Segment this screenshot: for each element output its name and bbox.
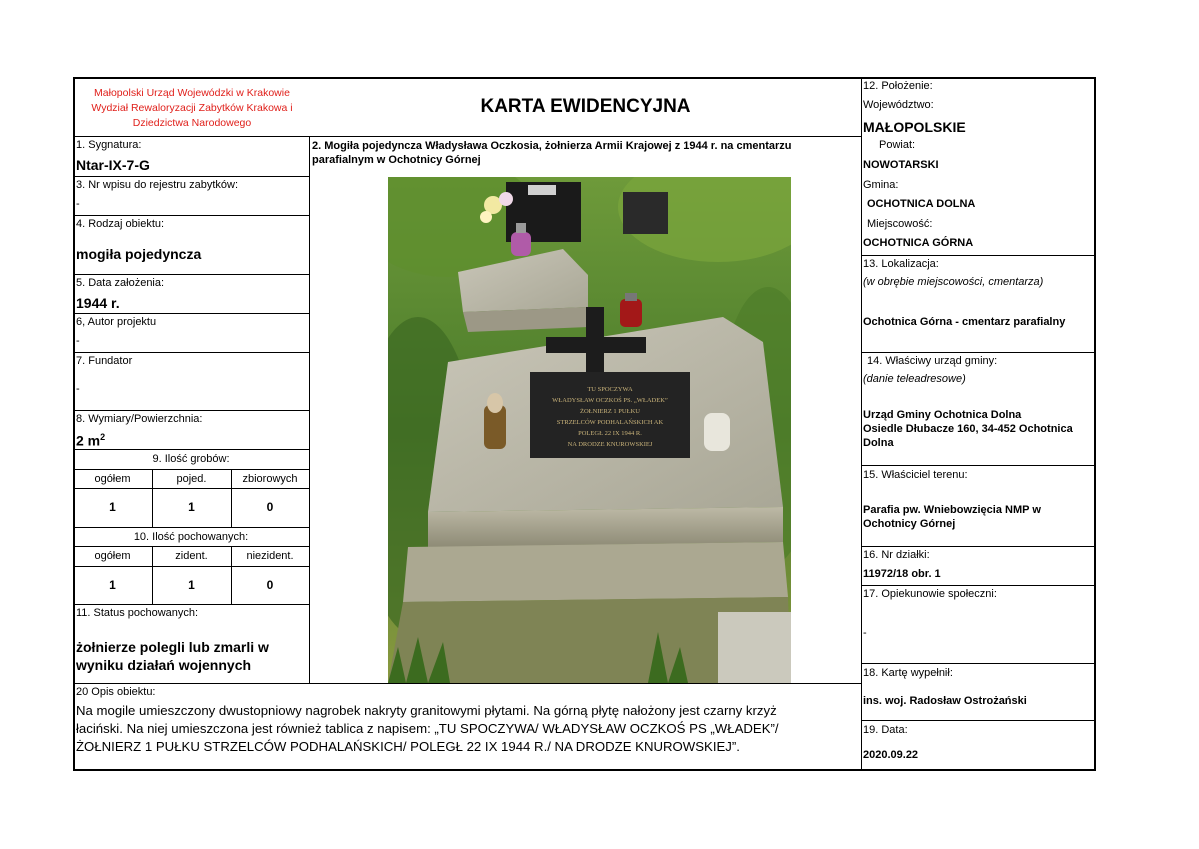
buried-header-total: ogółem xyxy=(94,550,131,562)
rule xyxy=(73,604,309,605)
author-value: - xyxy=(76,335,80,347)
buried-header-unidentified: niezident. xyxy=(246,550,294,562)
plot-label: 16. Nr działki: xyxy=(863,549,930,561)
description-line: łaciński. Na niej umieszczona jest również tablica z napisem: „TU SPOCZYWA/ WŁADYSŁAW OCZKOŚ PS „WŁADEK”/ xyxy=(76,721,779,736)
description-line: Na mogile umieszczony dwustopniowy nagrobek nakryty granitowymi płytami. Na górną płytę nałożony jest czarny krzyż xyxy=(76,703,777,718)
office-address-line: Osiedle Dłubacze 160, 34-452 Ochotnica xyxy=(863,423,1073,435)
institution-name xyxy=(75,86,309,131)
rule xyxy=(73,410,309,411)
plaque-line: POLEGŁ 22 IX 1944 R. xyxy=(578,430,642,437)
guardians-label: 17. Opiekunowie społeczni: xyxy=(863,588,997,600)
description-line: ŻOŁNIERZ 1 PUŁKU STRZELCÓW PODHALAŃSKICH/ POLEGŁ 22 IX 1944 R./ NA DRODZE KNUROWSKIEJ”. xyxy=(76,739,740,754)
graves-header-single: pojed. xyxy=(176,473,207,485)
rule xyxy=(73,176,309,177)
graves-header-total: ogółem xyxy=(94,473,131,485)
filled-by-value: ins. woj. Radosław Ostrożański xyxy=(863,695,1027,707)
rule xyxy=(861,546,1096,547)
rule xyxy=(73,469,309,470)
status-line: żołnierze polegli lub zmarli w xyxy=(76,639,269,655)
plaque-line: NA DRODZE KNUROWSKIEJ xyxy=(567,441,653,448)
office-label: 14. Właściwy urząd gminy: xyxy=(867,355,998,367)
rule xyxy=(73,488,309,489)
founder-value: - xyxy=(76,383,80,395)
rule xyxy=(73,352,309,353)
rule xyxy=(73,136,861,137)
graves-total: 1 xyxy=(109,500,116,514)
rule xyxy=(73,449,309,450)
rule xyxy=(73,215,309,216)
author-label: 6, Autor projektu xyxy=(76,316,157,328)
institution-line: Dziedzictwa Narodowego xyxy=(132,117,252,129)
date-value: 1944 r. xyxy=(76,295,120,311)
rule xyxy=(861,352,1096,353)
type-value: mogiła pojedyncza xyxy=(76,246,202,262)
signature-value: Ntar-IX-7-G xyxy=(76,157,150,173)
signature-label: 1. Sygnatura: xyxy=(76,139,142,151)
grave-photo xyxy=(388,177,791,683)
county-value: NOWOTARSKI xyxy=(863,159,939,171)
filled-by-label: 18. Kartę wypełnił: xyxy=(863,667,953,679)
localization-hint: (w obrębie miejscowości, cmentarza) xyxy=(863,276,1044,288)
fill-date-label: 19. Data: xyxy=(863,724,908,736)
register-value: - xyxy=(76,198,80,210)
dimensions-number: 2 m xyxy=(76,432,101,449)
graves-collective: 0 xyxy=(266,500,274,514)
rule xyxy=(73,546,309,547)
register-label: 3. Nr wpisu do rejestru zabytków: xyxy=(76,179,239,191)
graves-title: 9. Ilość grobów: xyxy=(152,453,230,465)
owner-line: Ochotnicy Górnej xyxy=(863,518,956,530)
location-label: 12. Położenie: xyxy=(863,80,933,92)
description-text xyxy=(76,702,779,756)
rule xyxy=(73,527,309,528)
buried-total: 1 xyxy=(109,578,116,592)
institution-line: Małopolski Urząd Wojewódzki w Krakowie xyxy=(94,87,290,99)
card-title: KARTA EWIDENCYJNA xyxy=(480,96,691,117)
commune-label: Gmina: xyxy=(863,179,899,191)
dimensions-value xyxy=(76,432,105,449)
town-label: Miejscowość: xyxy=(867,218,933,230)
institution-line: Wydział Rewaloryzacji Zabytków Krakowa i xyxy=(91,102,293,114)
commune-value: OCHOTNICA DOLNA xyxy=(867,198,976,210)
graves-header-collective: zbiorowych xyxy=(242,473,298,485)
graves-single: 1 xyxy=(188,500,195,514)
rule xyxy=(861,720,1096,721)
office-address xyxy=(863,408,1073,450)
rule xyxy=(861,255,1096,256)
plot-value: 11972/18 obr. 1 xyxy=(863,568,941,580)
town-value: OCHOTNICA GÓRNA xyxy=(863,237,974,249)
buried-unidentified: 0 xyxy=(266,578,274,592)
voivodeship-label: Województwo: xyxy=(863,99,934,111)
buried-title: 10. Ilość pochowanych: xyxy=(133,531,249,543)
rule xyxy=(73,683,861,684)
plaque-line: ŻOŁNIERZ 1 PUŁKU xyxy=(580,408,640,415)
voivodeship-value: MAŁOPOLSKIE xyxy=(863,119,966,135)
rule xyxy=(309,136,310,683)
owner-value xyxy=(863,503,1041,531)
status-line: wyniku działań wojennych xyxy=(76,657,252,673)
owner-label: 15. Właściciel terenu: xyxy=(863,469,968,481)
guardians-value: - xyxy=(863,627,867,639)
dimensions-unit-exponent: 2 xyxy=(100,432,106,442)
object-name-line: 2. Mogiła pojedyncza Władysława Oczkosia, żołnierza Armii Krajowej z 1944 r. na cmentarzu xyxy=(312,140,792,152)
localization-value: Ochotnica Górna - cmentarz parafialny xyxy=(863,316,1066,328)
plaque-line: TU SPOCZYWA xyxy=(587,386,633,393)
buried-identified: 1 xyxy=(188,578,195,592)
fill-date-value: 2020.09.22 xyxy=(863,749,919,761)
grave-photo-illustration xyxy=(388,177,791,683)
rule xyxy=(861,585,1096,586)
buried-header-identified: zident. xyxy=(175,550,208,562)
dimensions-label: 8. Wymiary/Powierzchnia: xyxy=(76,413,203,425)
rule xyxy=(73,566,309,567)
date-label: 5. Data założenia: xyxy=(76,277,165,289)
rule xyxy=(73,274,309,275)
owner-line: Parafia pw. Wniebowzięcia NMP w xyxy=(863,504,1041,516)
plaque-line: WŁADYSŁAW OCZKOŚ PS. „WŁADEK” xyxy=(552,397,668,404)
county-label: Powiat: xyxy=(879,139,916,151)
rule xyxy=(73,313,309,314)
localization-label: 13. Lokalizacja: xyxy=(863,258,939,270)
office-hint: (danie teleadresowe) xyxy=(863,373,966,385)
object-name-line: parafialnym w Ochotnicy Górnej xyxy=(312,154,481,166)
office-address-line: Urząd Gminy Ochotnica Dolna xyxy=(863,409,1022,421)
plaque-line: STRZELCÓW PODHALAŃSKICH AK xyxy=(556,419,664,426)
object-name xyxy=(312,139,791,167)
founder-label: 7. Fundator xyxy=(76,355,133,367)
rule xyxy=(861,465,1096,466)
rule xyxy=(861,77,862,771)
description-label: 20 Opis obiektu: xyxy=(76,686,156,698)
office-address-line: Dolna xyxy=(863,437,894,449)
type-label: 4. Rodzaj obiektu: xyxy=(76,218,165,230)
status-label: 11. Status pochowanych: xyxy=(76,607,199,619)
rule xyxy=(861,663,1096,664)
status-value xyxy=(76,638,269,674)
